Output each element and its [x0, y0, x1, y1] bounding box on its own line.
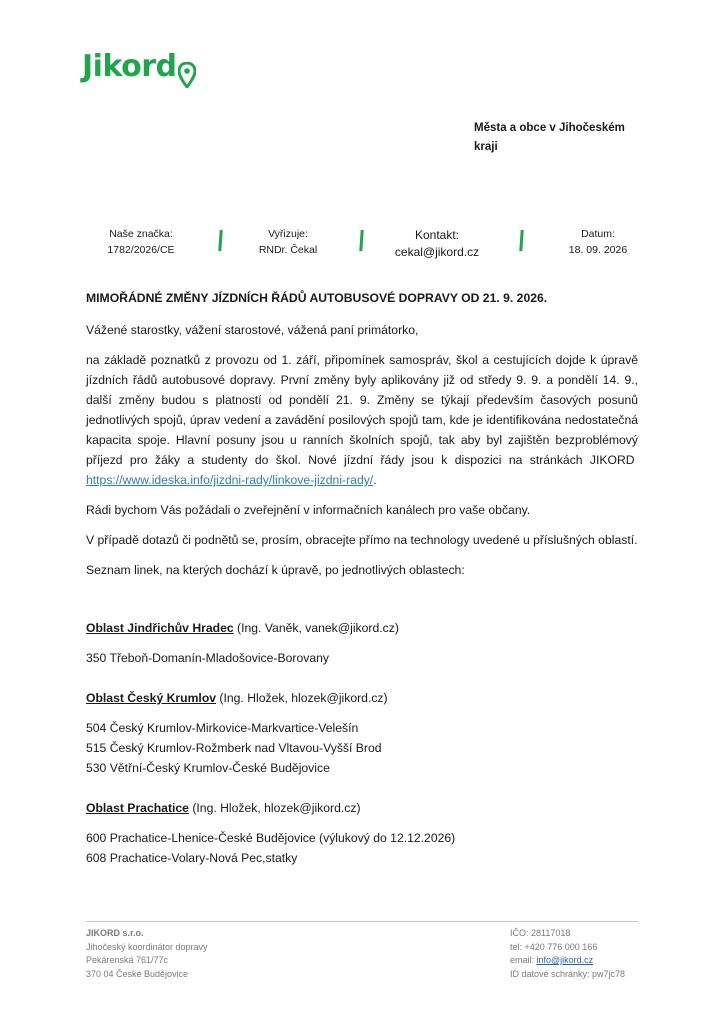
area-contact: (Ing. Hložek, hlozek@jikord.cz) [188, 801, 361, 815]
area-section [86, 798, 638, 868]
footer-street: Pekárenská 761/77c [86, 955, 169, 965]
footer-databox: ID datové schránky: pw7jc78 [510, 968, 626, 979]
footer-email-label: email: [510, 955, 537, 965]
letter-body [86, 288, 638, 868]
area-section [86, 618, 638, 668]
request-paragraph: Rádi bychom Vás požádali o zveřejnění v informačních kanálech pro vaše občany. [86, 503, 531, 517]
area-section [86, 688, 638, 778]
area-name: Oblast Prachatice [86, 801, 189, 815]
footer-email-row [510, 954, 625, 968]
logo-text: Jikord [82, 49, 177, 84]
contact-label: Kontakt: [414, 228, 460, 242]
main-paragraph-text: na základě poznatků z provozu od 1. září, připomínek samospráv, škol a cestujících dojde k úpravě jízdních řádů autobusové dopravy. První změny byly aplikovány již od středy 9. 9. a pondělí 14. 9., další změny budou s platností od pondělí 21. 9. Změny se týkají především časových posunů jednotlivých spojů, úprav vedení a zavádění posilových spojů tam, kde je identifikována nedostatečná kapacita spoje. Hlavní posuny jsou u ranních školních spojů, tak aby byl zajištěn bezproblémový příjezd pro žáky a studenty do škol. Nové jízdní řády jsou k dispozici na stránkách JIKORD [86, 353, 638, 467]
handler-value: RNDr. Čekal [258, 244, 318, 256]
recipient-line-2: kraji [474, 141, 498, 153]
contact-block [382, 227, 492, 261]
line-item: 530 Větřní-Český Krumlov-České Budějovice [86, 761, 330, 775]
reference-value: 1782/2026/CE [107, 244, 175, 256]
greeting: Vážené starostky, vážení starostové, vážená paní primátorko, [86, 323, 419, 337]
area-heading [86, 798, 638, 818]
line-item: 600 Prachatice-Lhenice-České Budějovice (výlukový do 12.12.2026) [86, 831, 456, 845]
footer-phone: tel: +420 776 000 166 [510, 941, 598, 952]
line-item: 350 Třeboň-Domanín-Mladošovice-Borovany [86, 651, 329, 665]
footer-company-desc: Jihočeský koordinátor dopravy [86, 941, 208, 952]
questions-paragraph: V případě dotazů či podnětů se, prosím, obracejte přímo na technology uvedené u příslušných oblastí. [86, 533, 638, 547]
meta-separator [359, 230, 363, 251]
area-lines [86, 718, 638, 778]
location-pin-icon [178, 62, 196, 88]
line-item: 608 Prachatice-Volary-Nová Pec,statky [86, 851, 298, 865]
contact-value[interactable]: cekal@jikord.cz [394, 245, 480, 259]
footer-email-link[interactable]: info@jikord.cz [536, 955, 594, 965]
area-heading [86, 618, 638, 638]
main-paragraph-end: . [373, 473, 377, 487]
jikord-logo [82, 49, 196, 84]
letter-meta [86, 226, 656, 262]
footer-contact-info [510, 927, 625, 981]
date-label: Datum: [581, 228, 615, 240]
meta-separator [519, 230, 523, 251]
footer-city: 370 04 České Budějovice [86, 968, 189, 979]
handler-block [238, 226, 338, 258]
recipient-line-1: Města a obce v Jihočeském [474, 122, 625, 134]
reference-block [86, 226, 196, 258]
list-intro: Seznam linek, na kterých dochází k úpravě, po jednotlivých oblastech: [86, 563, 465, 577]
letter-title: MIMOŘÁDNÉ ZMĚNY JÍZDNÍCH ŘÁDŮ AUTOBUSOVÉ DOPRAVY OD 21. 9. 2026. [86, 291, 548, 305]
line-item: 515 Český Krumlov-Rožmberk nad Vltavou-Vyšší Brod [86, 741, 382, 755]
main-paragraph [86, 350, 638, 490]
area-contact: (Ing. Vaněk, vanek@jikord.cz) [233, 621, 399, 635]
footer-company-name: JIKORD s.r.o. [86, 928, 144, 938]
line-item: 504 Český Krumlov-Mirkovice-Markvartice-Velešín [86, 721, 359, 735]
meta-separator [218, 230, 222, 251]
reference-label: Naše značka: [109, 228, 173, 240]
timetable-link[interactable]: https://www.ideska.info/jizdni-rady/linkove-jizdni-rady/ [86, 473, 374, 487]
footer-ico: IČO: 28117018 [510, 928, 571, 938]
area-lines [86, 648, 638, 668]
letter-footer [86, 921, 638, 979]
area-heading [86, 688, 638, 708]
date-value: 18. 09. 2026 [568, 244, 628, 256]
area-lines [86, 828, 638, 868]
area-contact: (Ing. Hložek, hlozek@jikord.cz) [216, 691, 388, 705]
area-name: Oblast Jindřichův Hradec [86, 621, 234, 635]
handler-label: Vyřizuje: [268, 228, 308, 240]
area-name: Oblast Český Krumlov [86, 691, 217, 705]
recipient-address [474, 119, 674, 157]
footer-company-info [86, 927, 208, 981]
date-block [548, 226, 648, 258]
